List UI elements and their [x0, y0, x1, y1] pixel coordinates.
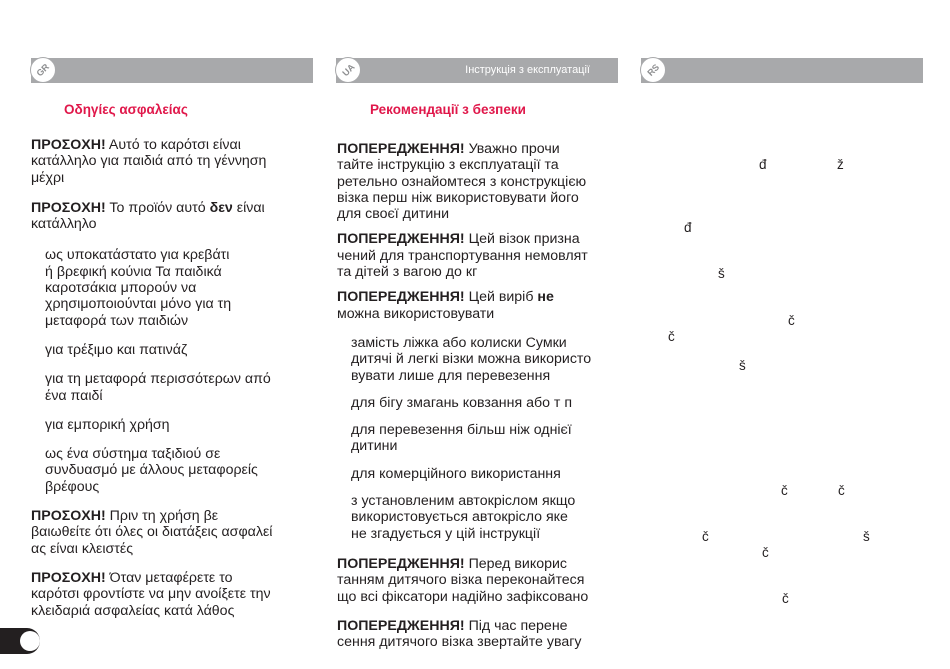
column-ua	[337, 141, 622, 650]
rs-char: č	[668, 329, 675, 344]
rs-char: š	[739, 358, 746, 373]
list-item-gr-5: ως ένα σύστημα ταξιδιού σε συνδυασμό με άλλους μεταφορείς βρέφους	[45, 446, 258, 495]
header-title-ua: Інструкція з експлуатації	[465, 64, 590, 76]
warning-ua-1: ПОПЕРЕДЖЕННЯ! Уважно прочи тайте інструкцію з експлуатації та ретельно ознайомтеся з конструкцією візка перш ніж використовувати його для своєї дитини	[337, 141, 587, 223]
rs-char: đ	[759, 157, 767, 172]
rs-char: č	[788, 313, 795, 328]
list-item-ua-3: для перевезення більш ніж однієї дитини	[351, 422, 572, 455]
warning-ua-5: ПОПЕРЕДЖЕННЯ! Під час перене сення дитячого візка звертайте увагу	[337, 617, 582, 651]
section-title-gr: Οδηγίες ασφαλείας	[64, 102, 188, 117]
warning-gr-3: ΠΡΟΣΟΧΗ! Πριν τη χρήση βε βαιωθείτε ότι όλες οι διατάξεις ασφαλεί ας είναι κλειστές	[31, 508, 273, 557]
list-item-ua-1: замість ліжка або колиски Сумки дитячі й легкі візки можна використо вувати лише для перевезення	[351, 334, 592, 384]
language-badge-gr: GR	[30, 57, 56, 83]
list-item-gr-2: για τρέξιμο και πατινάζ	[45, 341, 188, 358]
list-item-ua-2: для бігу змагань ковзання або т п	[351, 394, 573, 411]
rs-char: č	[838, 483, 845, 498]
rs-char: đ	[684, 220, 692, 235]
warning-gr-4: ΠΡΟΣΟΧΗ! Όταν μεταφέρετε το καρότσι φροντίστε να μην ανοίξετε την κλειδαριά ασφαλείας κατά λάθος	[31, 569, 271, 619]
warning-gr-1: ΠΡΟΣΟΧΗ! Αυτό το καρότσι είναι κατάλληλο για παιδιά από τη γέννηση μέχρι	[31, 137, 267, 186]
list-item-gr-1: ως υποκατάστατο για κρεβάτι ή βρεφική κούνια Τα παιδικά καροτσάκια μπορούν να χρησιμοποιούνται μόνο για τη μεταφορά των παιδιών	[45, 247, 232, 329]
column-gr	[31, 137, 316, 619]
rs-char: č	[781, 483, 788, 498]
header-bar-ua	[336, 58, 618, 83]
warning-ua-3: ПОПЕРЕДЖЕННЯ! Цей виріб не можна використовувати	[337, 289, 554, 322]
language-badge-ua: UA	[335, 57, 361, 83]
page-tab-dot	[20, 631, 40, 651]
warning-ua-4: ПОПЕРЕДЖЕННЯ! Перед викорис танням дитячого візка переконайтеся що всі фіксатори надійно зафіксовано	[337, 555, 589, 605]
list-item-ua-5: з установленим автокріслом якщо використовується автокрісло яке не згадується у цій інструкції	[351, 493, 576, 542]
list-item-gr-4: για εμπορική χρήση	[45, 416, 170, 433]
rs-char: š	[718, 266, 725, 281]
list-item-ua-4: для комерційного використання	[351, 465, 561, 482]
warning-gr-2: ΠΡΟΣΟΧΗ! Το προϊόν αυτό δεν είναι κατάλληλο	[31, 199, 265, 233]
header-bar-gr	[31, 58, 313, 83]
rs-char: č	[702, 529, 709, 544]
section-title-ua: Рекомендації з безпеки	[370, 102, 526, 117]
list-item-gr-3: για τη μεταφορά περισσότερων από ένα παιδί	[45, 371, 271, 404]
warning-ua-2: ПОПЕРЕДЖЕННЯ! Цей візок призна чений для транспортування немовлят та дітей з вагою до кг	[337, 231, 588, 281]
rs-char: č	[782, 591, 789, 606]
rs-char: š	[863, 529, 870, 544]
language-badge-rs: RS	[640, 57, 666, 83]
rs-char: č	[762, 545, 769, 560]
rs-char: ž	[837, 157, 844, 172]
header-bar-rs	[641, 58, 923, 83]
